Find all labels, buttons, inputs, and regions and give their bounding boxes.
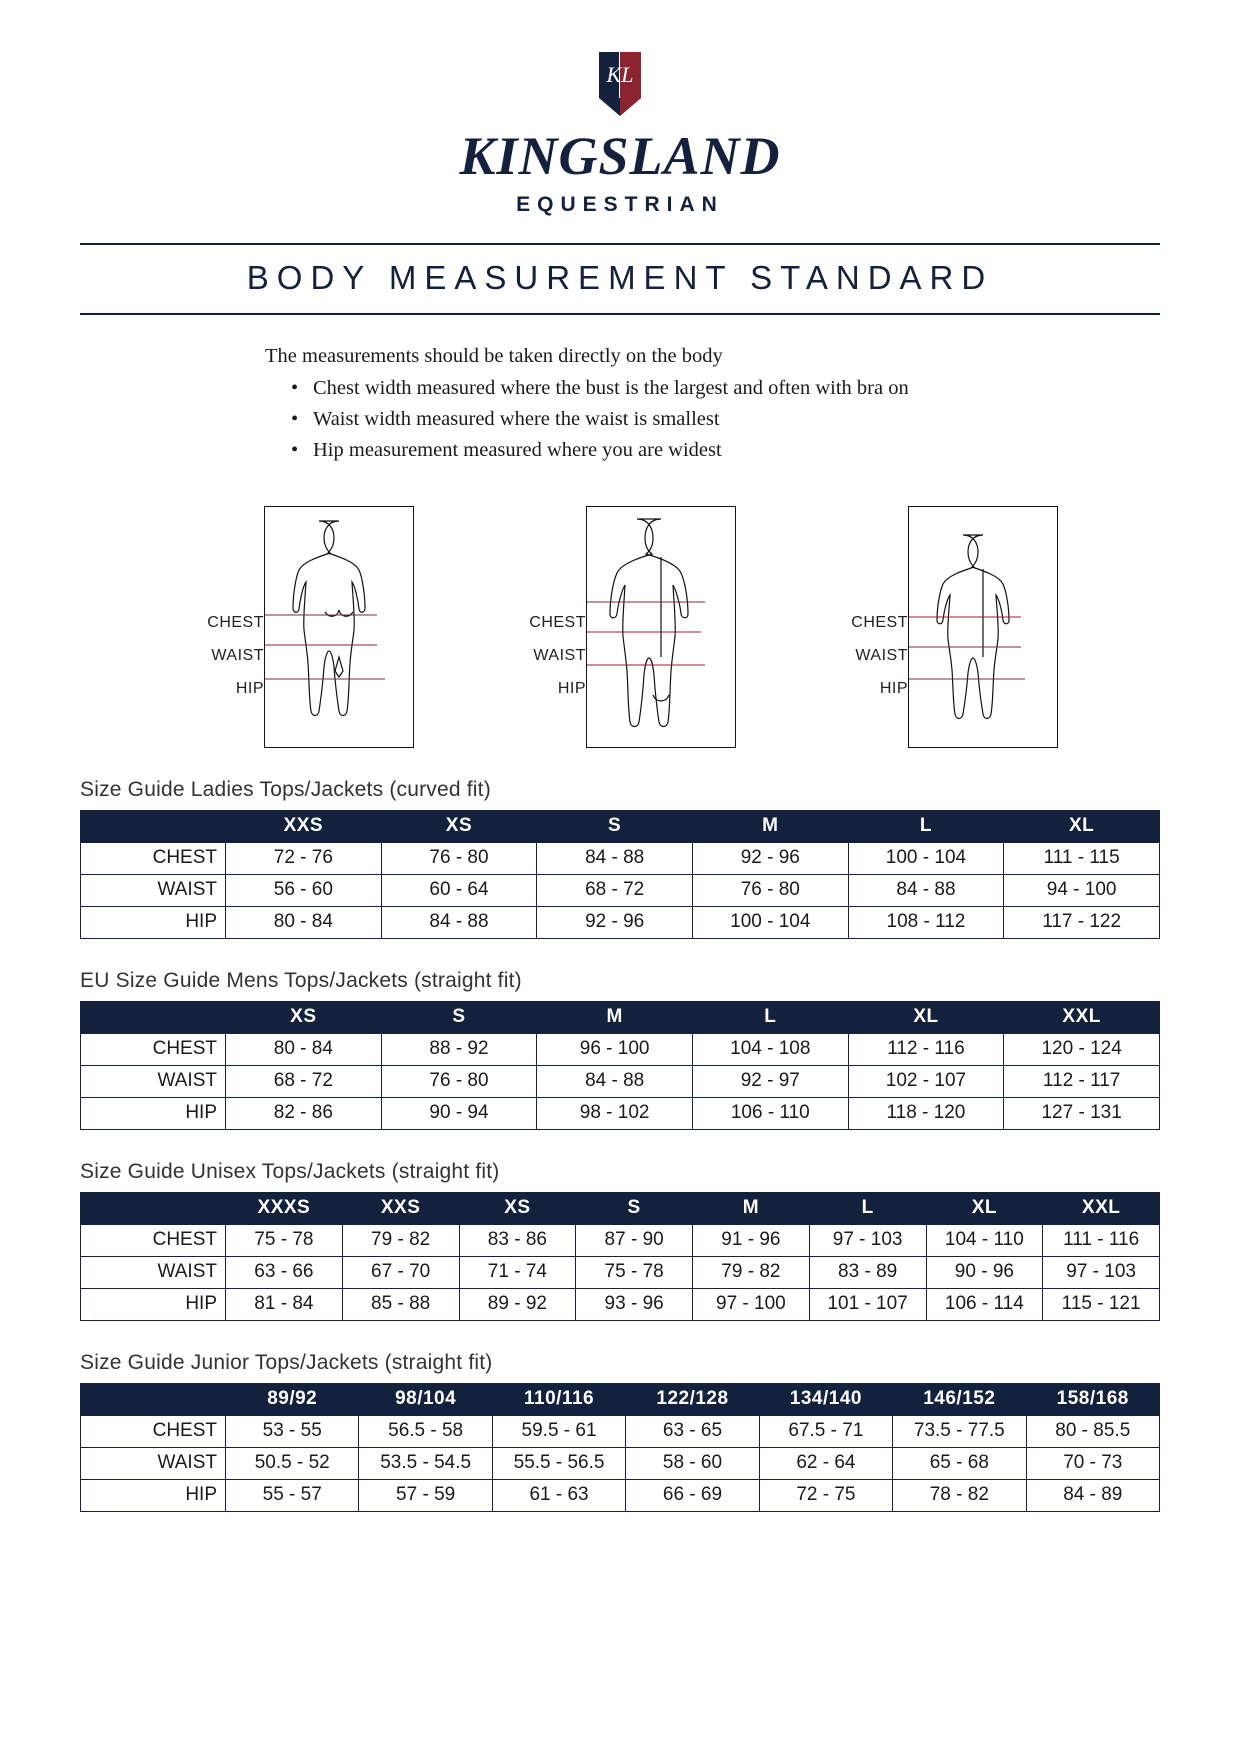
- size-table-mens: [80, 1001, 1160, 1130]
- row-label: WAIST: [81, 1256, 226, 1288]
- table-cell: 84 - 89: [1026, 1479, 1159, 1511]
- label-hip: HIP: [235, 679, 264, 697]
- table-cell: 89 - 92: [459, 1288, 576, 1320]
- svg-text:KL: KL: [606, 62, 634, 87]
- table-caption-junior: Size Guide Junior Tops/Jackets (straight fit): [80, 1350, 493, 1374]
- table-cell: 85 - 88: [342, 1288, 459, 1320]
- column-header: S: [576, 1192, 693, 1224]
- column-header: M: [537, 1001, 693, 1033]
- table-cell: 92 - 96: [692, 842, 848, 874]
- table-row: [81, 1479, 1160, 1511]
- intro-bullet: • Hip measurement measured where you are widest: [291, 435, 1160, 466]
- table-cell: 96 - 100: [537, 1033, 693, 1065]
- table-cell: 56.5 - 58: [359, 1415, 492, 1447]
- intro-bullet: • Chest width measured where the bust is the largest and often with bra on: [291, 373, 1160, 404]
- row-label: WAIST: [81, 874, 226, 906]
- figure-ladies-labels: [182, 506, 264, 713]
- row-label: HIP: [81, 1288, 226, 1320]
- brand-subtitle: EQUESTRIAN: [516, 192, 724, 216]
- table-cell: 59.5 - 61: [492, 1415, 625, 1447]
- table-cell: 100 - 104: [692, 906, 848, 938]
- table-cell: 106 - 110: [692, 1097, 848, 1129]
- table-header-row: [81, 810, 1160, 842]
- column-header: L: [848, 810, 1004, 842]
- table-cell: 75 - 78: [226, 1224, 343, 1256]
- figure-ladies-box: [264, 506, 414, 748]
- label-hip: HIP: [879, 679, 908, 697]
- row-label: HIP: [81, 906, 226, 938]
- table-section-junior: [80, 1351, 1160, 1512]
- column-header: XXS: [226, 810, 382, 842]
- table-corner-cell: [81, 1383, 226, 1415]
- label-waist: WAIST: [211, 646, 264, 664]
- table-cell: 53 - 55: [226, 1415, 359, 1447]
- label-chest: CHEST: [207, 613, 264, 631]
- column-header: M: [693, 1192, 810, 1224]
- label-waist: WAIST: [855, 646, 908, 664]
- table-cell: 83 - 89: [809, 1256, 926, 1288]
- table-cell: 63 - 65: [626, 1415, 759, 1447]
- table-row: [81, 1256, 1160, 1288]
- table-row: [81, 1033, 1160, 1065]
- table-cell: 112 - 117: [1004, 1065, 1160, 1097]
- column-header: 146/152: [893, 1383, 1026, 1415]
- label-hip: HIP: [557, 679, 586, 697]
- table-section-mens: [80, 969, 1160, 1130]
- column-header: L: [809, 1192, 926, 1224]
- table-caption-unisex: Size Guide Unisex Tops/Jackets (straight fit): [80, 1159, 500, 1183]
- column-header: 122/128: [626, 1383, 759, 1415]
- table-corner-cell: [81, 1192, 226, 1224]
- table-cell: 66 - 69: [626, 1479, 759, 1511]
- table-corner-cell: [81, 810, 226, 842]
- table-row: [81, 1415, 1160, 1447]
- page-title: BODY MEASUREMENT STANDARD: [246, 258, 994, 296]
- row-label: WAIST: [81, 1447, 226, 1479]
- label-waist: WAIST: [533, 646, 586, 664]
- measurement-figures: [80, 506, 1160, 748]
- row-label: HIP: [81, 1097, 226, 1129]
- intro-bullet-list: [265, 373, 1160, 465]
- table-cell: 82 - 86: [226, 1097, 382, 1129]
- table-cell: 84 - 88: [537, 1065, 693, 1097]
- brand-header: [80, 0, 1160, 217]
- table-cell: 111 - 115: [1004, 842, 1160, 874]
- figure-ladies: [182, 506, 414, 748]
- table-cell: 81 - 84: [226, 1288, 343, 1320]
- column-header: XXL: [1004, 1001, 1160, 1033]
- table-cell: 61 - 63: [492, 1479, 625, 1511]
- row-label: CHEST: [81, 1224, 226, 1256]
- column-header: M: [692, 810, 848, 842]
- table-row: [81, 906, 1160, 938]
- intro-bullet: • Waist width measured where the waist is smallest: [291, 404, 1160, 435]
- table-cell: 80 - 85.5: [1026, 1415, 1159, 1447]
- column-header: XS: [381, 810, 537, 842]
- table-cell: 88 - 92: [381, 1033, 537, 1065]
- size-table-unisex: [80, 1192, 1160, 1321]
- row-label: CHEST: [81, 842, 226, 874]
- column-header: XXL: [1043, 1192, 1160, 1224]
- column-header: XS: [226, 1001, 382, 1033]
- size-table-ladies: [80, 810, 1160, 939]
- table-cell: 101 - 107: [809, 1288, 926, 1320]
- column-header: XS: [459, 1192, 576, 1224]
- column-header: XXXS: [226, 1192, 343, 1224]
- table-header-row: [81, 1192, 1160, 1224]
- table-cell: 72 - 75: [759, 1479, 892, 1511]
- table-cell: 57 - 59: [359, 1479, 492, 1511]
- table-cell: 65 - 68: [893, 1447, 1026, 1479]
- table-cell: 83 - 86: [459, 1224, 576, 1256]
- table-section-unisex: [80, 1160, 1160, 1321]
- table-row: [81, 1447, 1160, 1479]
- table-cell: 104 - 108: [692, 1033, 848, 1065]
- label-chest: CHEST: [851, 613, 908, 631]
- column-header: XXS: [342, 1192, 459, 1224]
- figure-mens: [504, 506, 736, 748]
- table-cell: 120 - 124: [1004, 1033, 1160, 1065]
- table-cell: 115 - 121: [1043, 1288, 1160, 1320]
- table-cell: 102 - 107: [848, 1065, 1004, 1097]
- table-caption-ladies: Size Guide Ladies Tops/Jackets (curved fit): [80, 777, 491, 801]
- table-cell: 70 - 73: [1026, 1447, 1159, 1479]
- table-cell: 76 - 80: [692, 874, 848, 906]
- table-cell: 76 - 80: [381, 842, 537, 874]
- table-cell: 112 - 116: [848, 1033, 1004, 1065]
- size-table-junior: [80, 1383, 1160, 1512]
- table-cell: 98 - 102: [537, 1097, 693, 1129]
- table-cell: 55.5 - 56.5: [492, 1447, 625, 1479]
- table-corner-cell: [81, 1001, 226, 1033]
- table-row: [81, 1224, 1160, 1256]
- table-cell: 73.5 - 77.5: [893, 1415, 1026, 1447]
- column-header: S: [537, 810, 693, 842]
- table-cell: 63 - 66: [226, 1256, 343, 1288]
- row-label: HIP: [81, 1479, 226, 1511]
- figure-junior-labels: [826, 506, 908, 713]
- table-cell: 72 - 76: [226, 842, 382, 874]
- table-cell: 117 - 122: [1004, 906, 1160, 938]
- table-cell: 90 - 94: [381, 1097, 537, 1129]
- table-cell: 84 - 88: [537, 842, 693, 874]
- column-header: XL: [926, 1192, 1043, 1224]
- table-cell: 50.5 - 52: [226, 1447, 359, 1479]
- table-row: [81, 1065, 1160, 1097]
- table-cell: 90 - 96: [926, 1256, 1043, 1288]
- figure-junior-box: [908, 506, 1058, 748]
- table-cell: 111 - 116: [1043, 1224, 1160, 1256]
- table-cell: 91 - 96: [693, 1224, 810, 1256]
- table-cell: 53.5 - 54.5: [359, 1447, 492, 1479]
- label-chest: CHEST: [529, 613, 586, 631]
- brand-name: KINGSLAND: [459, 126, 781, 186]
- page-title-bar: [80, 243, 1160, 315]
- kingsland-crest-icon: [599, 52, 641, 116]
- table-cell: 127 - 131: [1004, 1097, 1160, 1129]
- table-cell: 76 - 80: [381, 1065, 537, 1097]
- row-label: CHEST: [81, 1415, 226, 1447]
- column-header: 110/116: [492, 1383, 625, 1415]
- table-row: [81, 1097, 1160, 1129]
- table-cell: 97 - 100: [693, 1288, 810, 1320]
- table-cell: 93 - 96: [576, 1288, 693, 1320]
- table-row: [81, 1288, 1160, 1320]
- table-header-row: [81, 1001, 1160, 1033]
- table-header-row: [81, 1383, 1160, 1415]
- table-cell: 100 - 104: [848, 842, 1004, 874]
- row-label: WAIST: [81, 1065, 226, 1097]
- column-header: 158/168: [1026, 1383, 1159, 1415]
- table-cell: 94 - 100: [1004, 874, 1160, 906]
- table-cell: 106 - 114: [926, 1288, 1043, 1320]
- column-header: 134/140: [759, 1383, 892, 1415]
- figure-mens-box: [586, 506, 736, 748]
- table-caption-mens: EU Size Guide Mens Tops/Jackets (straight fit): [80, 968, 522, 992]
- table-row: [81, 874, 1160, 906]
- table-cell: 97 - 103: [1043, 1256, 1160, 1288]
- table-cell: 78 - 82: [893, 1479, 1026, 1511]
- table-row: [81, 842, 1160, 874]
- table-cell: 56 - 60: [226, 874, 382, 906]
- table-cell: 97 - 103: [809, 1224, 926, 1256]
- column-header: 89/92: [226, 1383, 359, 1415]
- table-cell: 60 - 64: [381, 874, 537, 906]
- intro-lead: The measurements should be taken directly on the body: [265, 344, 723, 367]
- table-cell: 104 - 110: [926, 1224, 1043, 1256]
- table-cell: 92 - 97: [692, 1065, 848, 1097]
- table-cell: 68 - 72: [226, 1065, 382, 1097]
- column-header: L: [692, 1001, 848, 1033]
- column-header: S: [381, 1001, 537, 1033]
- table-cell: 58 - 60: [626, 1447, 759, 1479]
- table-section-ladies: [80, 778, 1160, 939]
- table-cell: 92 - 96: [537, 906, 693, 938]
- table-cell: 62 - 64: [759, 1447, 892, 1479]
- column-header: XL: [1004, 810, 1160, 842]
- intro-text: [265, 341, 1160, 466]
- table-cell: 84 - 88: [848, 874, 1004, 906]
- table-cell: 67 - 70: [342, 1256, 459, 1288]
- table-cell: 118 - 120: [848, 1097, 1004, 1129]
- table-cell: 79 - 82: [342, 1224, 459, 1256]
- column-header: 98/104: [359, 1383, 492, 1415]
- table-cell: 79 - 82: [693, 1256, 810, 1288]
- table-cell: 80 - 84: [226, 906, 382, 938]
- table-cell: 87 - 90: [576, 1224, 693, 1256]
- table-cell: 55 - 57: [226, 1479, 359, 1511]
- table-cell: 108 - 112: [848, 906, 1004, 938]
- column-header: XL: [848, 1001, 1004, 1033]
- row-label: CHEST: [81, 1033, 226, 1065]
- figure-junior: [826, 506, 1058, 748]
- table-cell: 75 - 78: [576, 1256, 693, 1288]
- table-cell: 68 - 72: [537, 874, 693, 906]
- figure-mens-labels: [504, 506, 586, 713]
- table-cell: 84 - 88: [381, 906, 537, 938]
- table-cell: 71 - 74: [459, 1256, 576, 1288]
- table-cell: 80 - 84: [226, 1033, 382, 1065]
- table-cell: 67.5 - 71: [759, 1415, 892, 1447]
